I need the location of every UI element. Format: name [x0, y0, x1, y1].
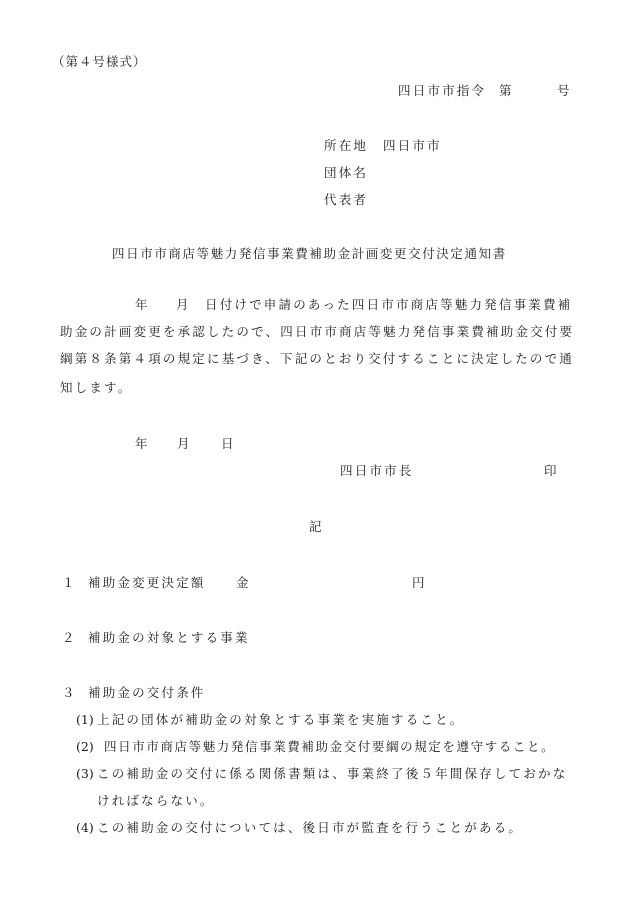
item1-number: １: [62, 575, 77, 590]
condition4-text: この補助金の交付については、後日市が監査を行うことがある。: [97, 820, 524, 835]
form-number: （第４号様式）: [52, 54, 147, 69]
condition3-number: (3): [76, 766, 94, 781]
issue-year: 年: [135, 436, 150, 451]
item3-label: 補助金の交付条件: [88, 685, 206, 700]
item2-number: ２: [62, 630, 77, 645]
address-label: 所在地: [324, 138, 369, 153]
body-month: 月: [176, 297, 191, 312]
body-line4: 知します。: [60, 380, 133, 395]
body-line3: 綱第８条第４項の規定に基づき、下記のとおり交付することに決定したので通: [60, 351, 575, 366]
reference-label: 四日市市指令: [398, 83, 487, 98]
item1-label: 補助金変更決定額: [88, 575, 206, 590]
issue-day: 日: [221, 436, 236, 451]
ki-mark: 記: [309, 519, 324, 534]
issuer-name: 四日市市長: [340, 463, 414, 478]
issue-month: 月: [177, 436, 192, 451]
body-line2: 助金の計画変更を承認したので、四日市市商店等魅力発信事業費補助金交付要: [60, 324, 575, 339]
rep-label: 代表者: [324, 192, 369, 207]
reference-go: 号: [557, 83, 572, 98]
item2-label: 補助金の対象とする事業: [88, 630, 250, 645]
body-line1: 日付けで申請のあった四日市市商店等魅力発信事業費補: [205, 297, 573, 312]
item1-unit: 円: [412, 575, 427, 590]
condition3-text: この補助金の交付に係る関係書類は、事業終了後５年間保存しておかな: [97, 766, 568, 781]
condition2-text: 四日市市商店等魅力発信事業費補助金交付要綱の規定を遵守すること。: [104, 739, 556, 754]
org-label: 団体名: [324, 165, 369, 180]
item3-number: ３: [62, 685, 77, 700]
condition1-number: (1): [76, 712, 94, 727]
body-year: 年: [135, 297, 150, 312]
issuer-seal: 印: [544, 463, 559, 478]
condition3-continuation: ければならない。: [97, 793, 215, 808]
document-title: 四日市市商店等魅力発信事業費補助金計画変更交付決定通知書: [112, 246, 507, 261]
reference-dai: 第: [499, 83, 514, 98]
item1-currency: 金: [236, 575, 251, 590]
condition2-number: (2): [76, 739, 94, 754]
condition4-number: (4): [76, 820, 94, 835]
address-value: 四日市市: [383, 138, 442, 153]
condition1-text: 上記の団体が補助金の対象とする事業を実施すること。: [97, 712, 465, 727]
